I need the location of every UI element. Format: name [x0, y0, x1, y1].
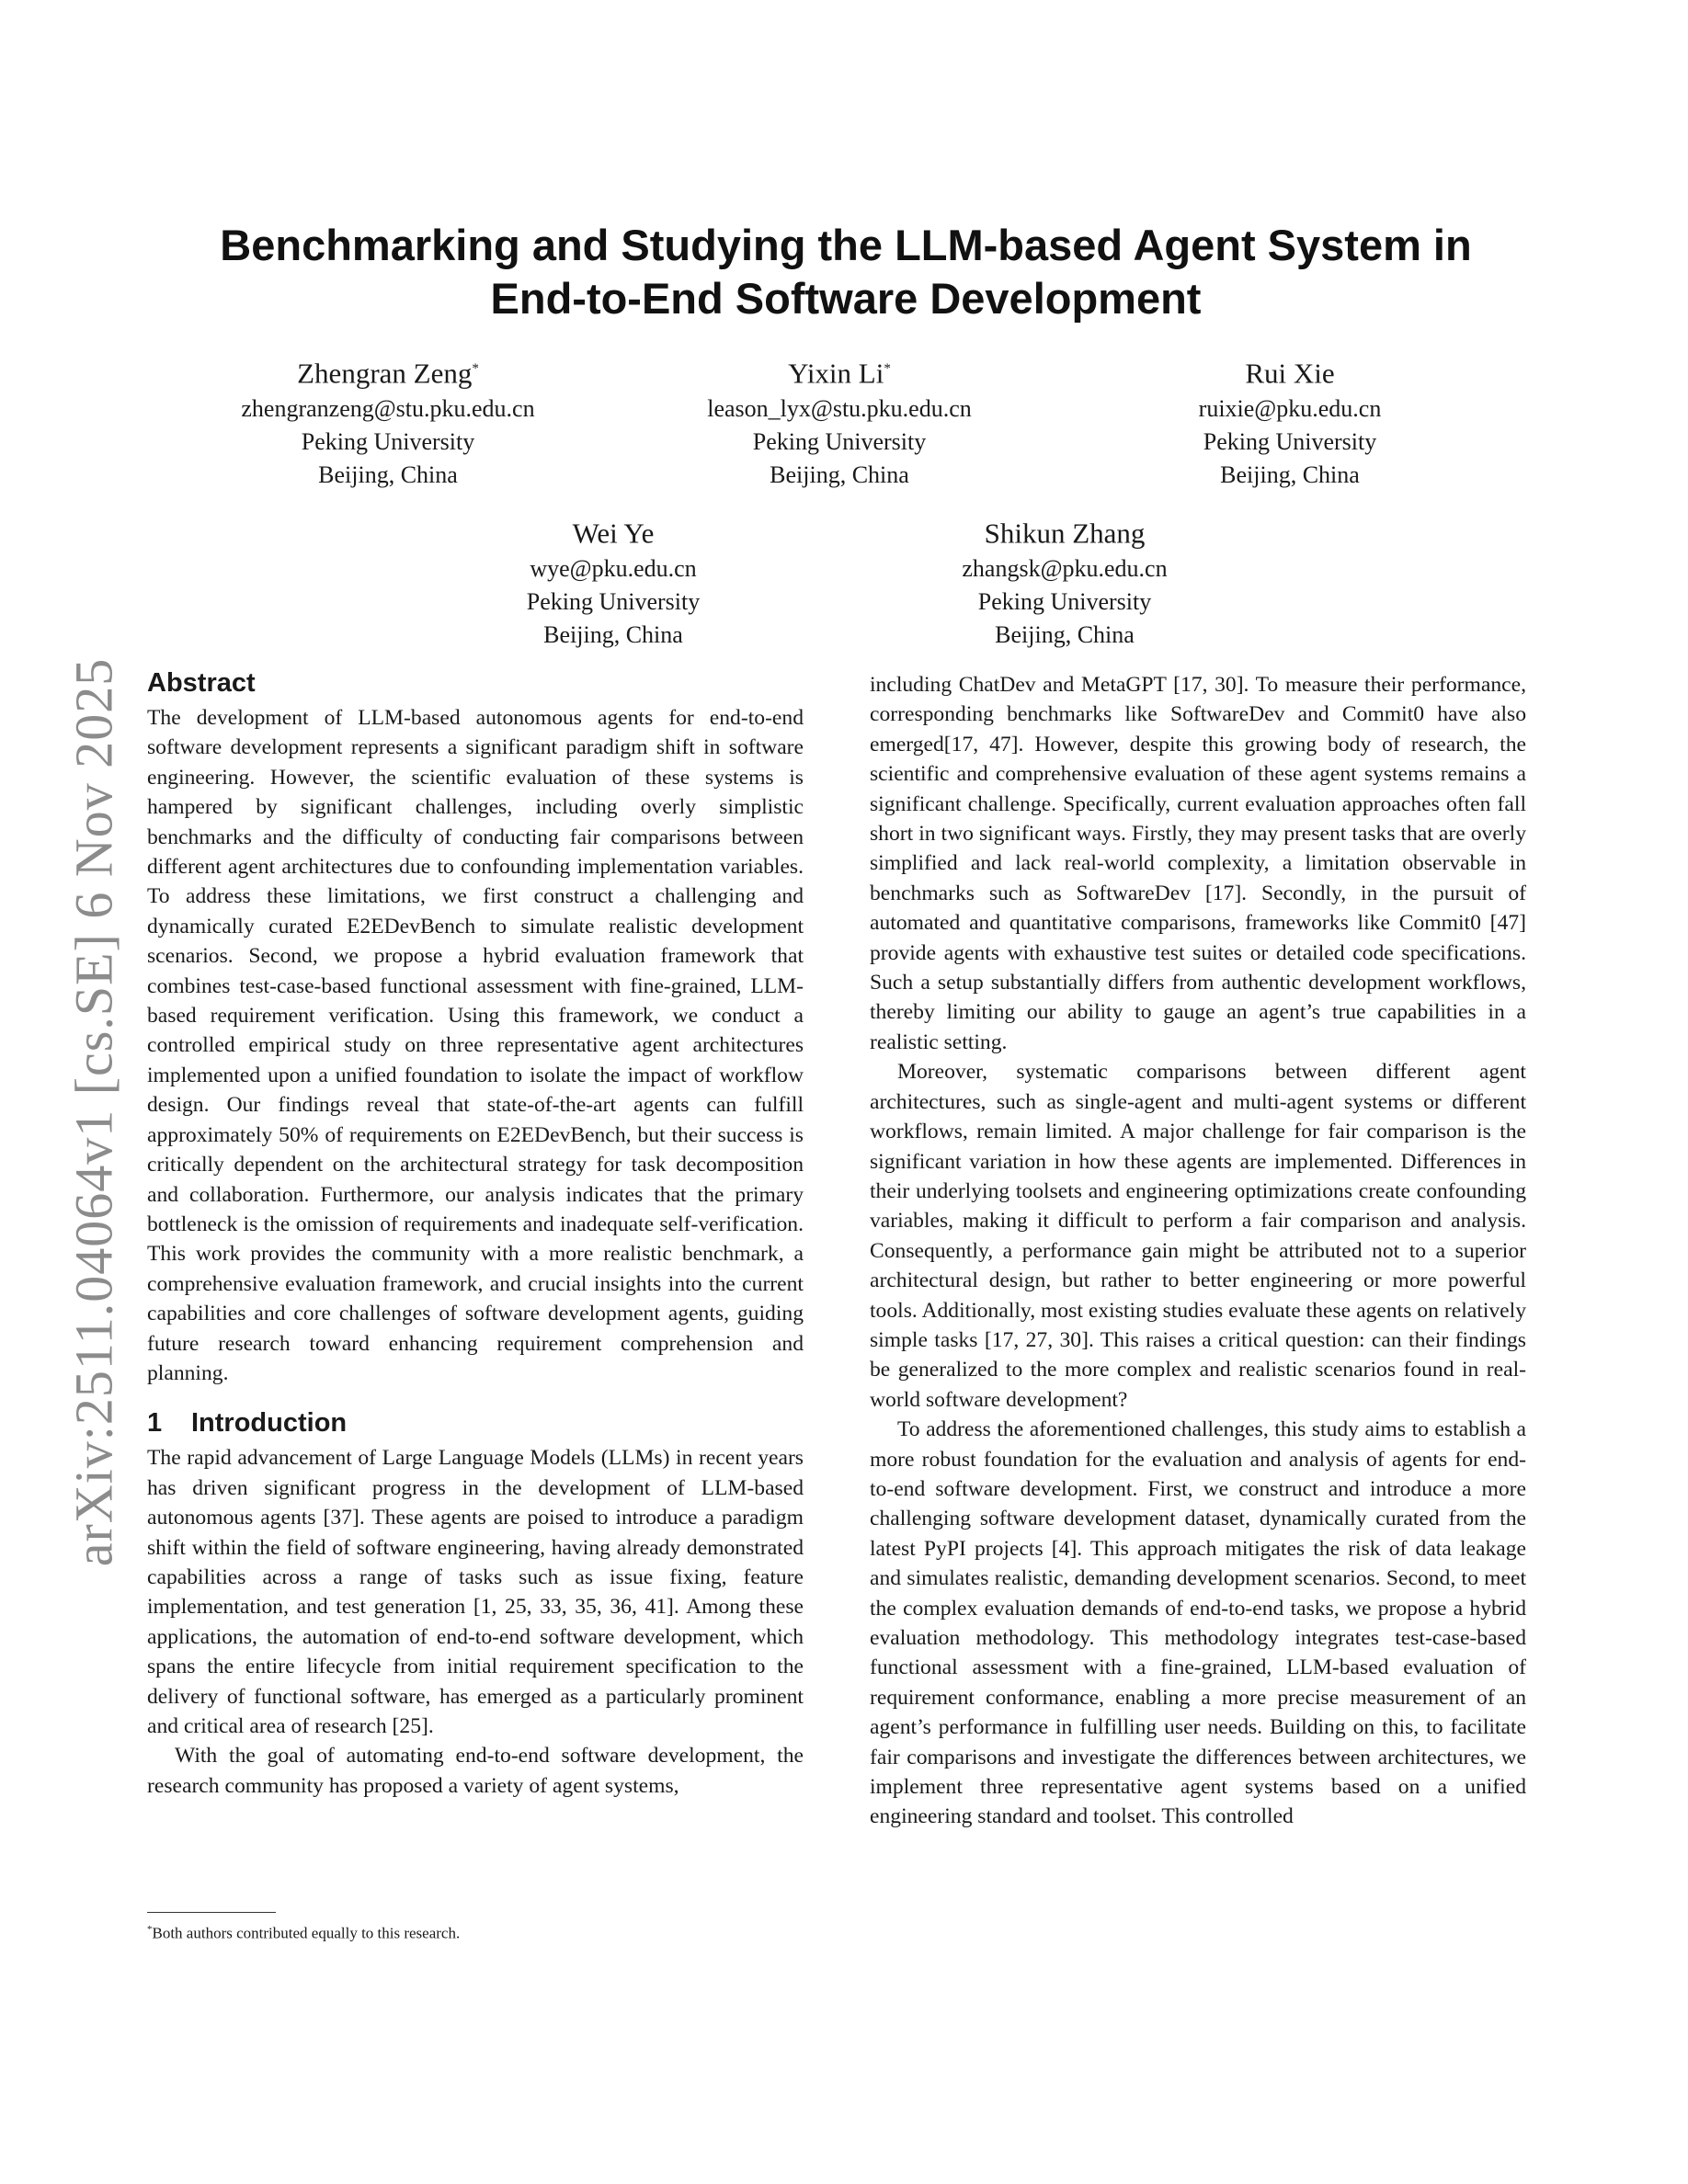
author-location: Beijing, China [318, 461, 458, 489]
abstract-text: The development of LLM-based autonomous agents for end-to-end software development represents a significant paradigm shift in software engineering. However, the scientific evaluation of these systems is hampered by significant challenges, including overly simplistic benchmarks and the difficulty of conducting fair comparisons between different agent architectures due to confounding implementation variables. To address these limitations, we first construct a challenging and dynamically curated E2EDevBench to simulate realistic development scenarios. Second, we propose a hybrid evaluation framework that combines test-case-based functional assessment with fine-grained, LLM-based requirement verification. Using this framework, we conduct a controlled empirical study on three representative agent architectures implemented upon a unified foundation to isolate the impact of workflow design. Our findings reveal that state-of-the-art agents can fulfill approximately 50% of requirements on E2EDevBench, but their success is critically dependent on the architectural strategy for task decomposition and collaboration. Furthermore, our analysis indicates that the primary bottleneck is the omission of requirements and inadequate self-verification. This work provides the community with a more realistic benchmark, a comprehensive evaluation framework, and crucial insights into the current capabilities and core challenges of software development agents, guiding future research toward enhancing requirement comprehension and planning. [147, 706, 804, 1385]
right-column [870, 670, 1526, 1832]
intro-paragraph-3: Moreover, systematic comparisons between different agent architectures, such as single-agent and multi-agent systems or different workflows, remain limited. A major challenge for fair comparison is the significant variation in how these agents are implemented. Differences in their underlying toolsets and engineering optimizations create confounding variables, making it difficult to perform a fair comparison and analysis. Consequently, a performance gain might be attributed not to a superior architectural design, but rather to better engineering or more powerful tools. Additionally, most existing studies evaluate these agents on relatively simple tasks [17, 27, 30]. This raises a critical question: can their findings be generalized to the more complex and realistic scenarios found in real-world software development? [870, 1060, 1526, 1412]
author-location: Beijing, China [770, 461, 909, 489]
section-number: 1 [147, 1408, 163, 1439]
intro-paragraph-2-continued: including ChatDev and MetaGPT [17, 30]. To measure their performance, corresponding benchmarks like SoftwareDev and Commit0 have also emerged[17, 47]. However, despite this growing body of research, the scientific and comprehensive evaluation of these agent systems remains a significant challenge. Specifically, current evaluation approaches often fall short in two significant ways. Firstly, they may present tasks that are overly simplified and lack real-world complexity, a limitation observable in benchmarks such as SoftwareDev [17]. Secondly, in the pursuit of automated and quantitative comparisons, frameworks like Commit0 [47] provide agents with exhaustive test suites or detailed code specifications. Such a setup substantially differs from authentic development workflows, thereby limiting our ability to gauge an agent’s true capabilities in a realistic setting. [870, 673, 1526, 1054]
author-block-1 [195, 349, 581, 492]
author-email[interactable]: zhangsk@pku.edu.cn [962, 555, 1168, 583]
left-column [147, 665, 804, 1801]
author-email[interactable]: zhengranzeng@stu.pku.edu.cn [241, 395, 535, 423]
intro-paragraph-1: The rapid advancement of Large Language Models (LLMs) in recent years has driven significant progress in the development of LLM-based autonomous agents [37]. These agents are poised to introduce a paradigm shift within the field of software engineering, having already demonstrated capabilities across a range of tasks such as issue fixing, feature implementation, and test generation [1, 25, 33, 35, 36, 41]. Among these applications, the automation of end-to-end software development, which spans the entire lifecycle from initial requirement specification to the delivery of functional software, has emerged as a particularly prominent and critical area of research [25]. [147, 1446, 804, 1738]
author-block-3 [1097, 349, 1483, 492]
author-email[interactable]: leason_lyx@stu.pku.edu.cn [707, 395, 972, 423]
footnote: *Both authors contributed equally to this research. [147, 1924, 461, 1942]
author-location: Beijing, China [543, 621, 683, 649]
author-name: Wei Ye [572, 517, 655, 550]
author-location: Beijing, China [1220, 461, 1360, 489]
author-affiliation: Peking University [301, 428, 475, 456]
author-affiliation: Peking University [977, 588, 1152, 616]
paper-title-line-2: End-to-End Software Development [490, 274, 1202, 323]
intro-paragraph-2: With the goal of automating end-to-end software development, the research community has proposed a variety of agent systems, [147, 1744, 804, 1798]
author-location: Beijing, China [995, 621, 1135, 649]
author-name: Zhengran Zeng* [297, 357, 479, 390]
arxiv-identifier: arXiv:2511.04064v1 [cs.SE] 6 Nov 2025 [63, 657, 124, 1567]
paper-title [147, 219, 1545, 325]
intro-paragraph-4: To address the aforementioned challenges, this study aims to establish a more robust foundation for the evaluation and analysis of agents for end-to-end software development. First, we construct and introduce a more challenging software development dataset, dynamically curated from the latest PyPI projects [4]. This approach mitigates the risk of data leakage and simulates realistic, demanding development scenarios. Second, to meet the complex evaluation demands of end-to-end tasks, we propose a hybrid evaluation methodology. This methodology integrates test-case-based functional assessment with a fine-grained, LLM-based evaluation of requirement conformance, enabling a more precise measurement of an agent’s performance in fulfilling user needs. Building on this, to facilitate fair comparisons and investigate the differences between architectures, we implement three representative agent systems based on a unified engineering standard and toolset. This controlled [870, 1417, 1526, 1829]
author-affiliation: Peking University [526, 588, 701, 616]
author-affiliation: Peking University [1203, 428, 1377, 456]
footnote-divider [147, 1912, 276, 1913]
author-block-4 [420, 509, 806, 652]
abstract-heading: Abstract [147, 668, 256, 698]
section-title: Introduction [191, 1408, 348, 1439]
author-block-5 [872, 509, 1258, 652]
introduction-heading [147, 1405, 804, 1441]
author-email[interactable]: wye@pku.edu.cn [530, 555, 697, 583]
author-block-2 [646, 349, 1032, 492]
paper-title-line-1: Benchmarking and Studying the LLM-based Agent System in [220, 221, 1472, 269]
author-name: Rui Xie [1245, 357, 1335, 390]
author-name: Shikun Zhang [984, 517, 1146, 550]
author-affiliation: Peking University [752, 428, 927, 456]
author-name: Yixin Li* [788, 357, 891, 390]
author-email[interactable]: ruixie@pku.edu.cn [1198, 395, 1382, 423]
